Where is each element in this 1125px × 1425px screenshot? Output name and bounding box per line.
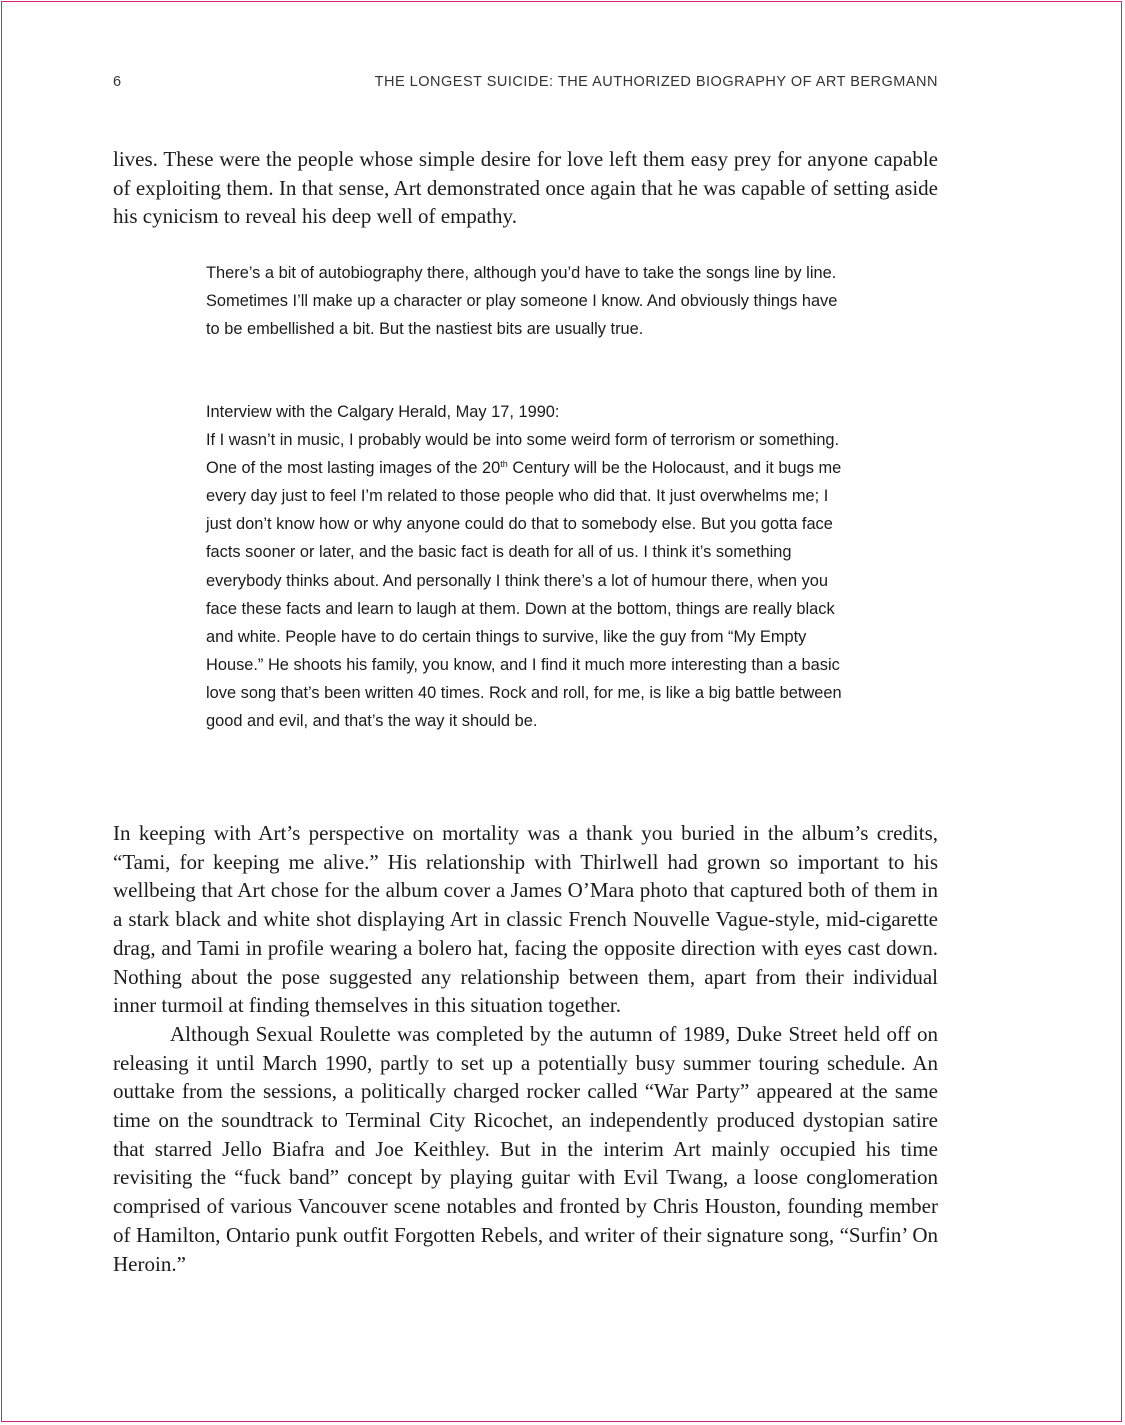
quote-text: There’s a bit of autobiography there, although you’d have to take the songs line by line. Sometimes I’ll make up a character or play someone I know. And obviously things have to be embellished a bit. But the nastiest bits are usually true. (206, 264, 838, 339)
interview-quote (206, 398, 846, 735)
paragraph: In keeping with Art’s perspective on mortality was a thank you buried in the album’s credits, “Tami, for keeping me alive.” His relationship with Thirlwell had grown so important to his wellbeing that Art chose for the album cover a James O’Mara photo that captured both of them in a stark black and white shot displaying Art in classic French Nouvelle Vague-style, mid-cigarette drag, and Tami in profile wearing a bolero hat, facing the opposite direction with eyes cast down. Nothing about the pose suggested any relationship between them, apart from their individual inner turmoil at finding themselves in this situation together. (113, 821, 938, 1018)
quote-text-part: Century will be the Holocaust, and it bugs me every day just to feel I’m related to those people who did that. It just overwhelms me; I just don’t know how or why anyone could do that to somebody else. But you gotta face facts sooner or later, and the basic fact is death for all of us. I think it’s something everybody thinks about. And personally I think there’s a lot of humour there, when you face these facts and learn to laugh at them. Down at the bottom, things are really black and white. People have to do certain things to survive, like the guy from “My Empty House.” He shoots his family, you know, and I find it much more interesting than a basic love song that’s been written 40 times. Rock and roll, for me, is like a big battle between good and evil, and that’s the way it should be. (206, 459, 842, 731)
paragraph: Although Sexual Roulette was completed by the autumn of 1989, Duke Street held off on releasing it until March 1990, partly to set up a potentially busy summer touring schedule. An outtake from the sessions, a politically charged rocker called “War Party” appeared at the same time on the soundtrack to Terminal City Ricochet, an independently produced dystopian satire that starred Jello Biafra and Joe Keithley. But in the interim Art mainly occupied his time revisiting the “fuck band” concept by playing guitar with Evil Twang, a loose conglomeration comprised of various Vancouver scene notables and fronted by Chris Houston, founding member of Hamilton, Ontario punk outfit Forgotten Rebels, and writer of their signature song, “Surfin’ On Heroin.” (113, 1021, 938, 1276)
ordinal-superscript: th (500, 459, 508, 470)
book-title: THE LONGEST SUICIDE: THE AUTHORIZED BIOGRAPHY OF ART BERGMANN (374, 74, 938, 90)
opening-paragraph (113, 145, 938, 231)
main-text (113, 819, 938, 1278)
quote-text (206, 426, 846, 735)
page-number: 6 (113, 74, 122, 90)
quote-source: Interview with the Calgary Herald, May 17, 1990: (206, 403, 560, 421)
paragraph-text: lives. These were the people whose simple desire for love left them easy prey for anyone capable of exploiting them. In that sense, Art demonstrated once again that he was capable of setting aside his cynicism to reveal his deep well of empathy. (113, 147, 938, 229)
quote-text-part: If I wasn’t in music, I probably would be into some weird form of terrorism or something. One of the most lasting images of the 20 (206, 431, 840, 478)
block-quote (206, 259, 846, 343)
